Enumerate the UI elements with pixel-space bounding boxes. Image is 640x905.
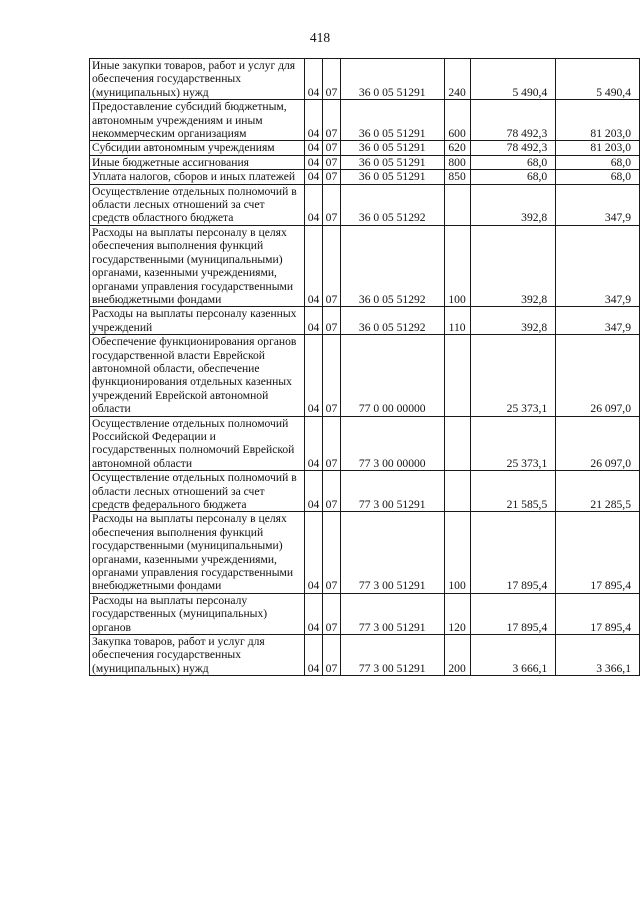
subsection-code-cell: 07 bbox=[322, 225, 340, 306]
row-name-cell: Расходы на выплаты персоналу казенных учреждений bbox=[90, 307, 305, 335]
amount-year-2-cell: 81 203,0 bbox=[556, 141, 640, 155]
section-code-cell: 04 bbox=[305, 471, 323, 512]
expense-type-cell: 200 bbox=[444, 635, 470, 676]
target-article-cell: 36 0 05 51291 bbox=[340, 155, 444, 169]
section-code-cell: 04 bbox=[305, 170, 323, 184]
target-article-cell: 36 0 05 51291 bbox=[340, 100, 444, 141]
page-number: 418 bbox=[309, 30, 331, 45]
section-code-cell: 04 bbox=[305, 184, 323, 225]
table-row bbox=[90, 307, 640, 335]
section-code-cell: 04 bbox=[305, 593, 323, 634]
row-name-cell: Расходы на выплаты персоналу государственных (муниципальных) органов bbox=[90, 593, 305, 634]
expense-type-cell bbox=[444, 184, 470, 225]
row-name-cell: Осуществление отдельных полномочий Российской Федерации и государственных полномочий Еврейской автономной области bbox=[90, 416, 305, 471]
target-article-cell: 77 0 00 00000 bbox=[340, 335, 444, 416]
target-article-cell: 77 3 00 51291 bbox=[340, 593, 444, 634]
subsection-code-cell: 07 bbox=[322, 307, 340, 335]
amount-year-2-cell: 17 895,4 bbox=[556, 593, 640, 634]
section-code-cell: 04 bbox=[305, 416, 323, 471]
row-name-cell: Обеспечение функционирования органов государственной власти Еврейской автономной области, обеспечение функционирования отдельных казенных учреждений Еврейской автономной области bbox=[90, 335, 305, 416]
section-code-cell: 04 bbox=[305, 635, 323, 676]
row-name-cell: Иные бюджетные ассигнования bbox=[90, 155, 305, 169]
amount-year-2-cell: 26 097,0 bbox=[556, 416, 640, 471]
target-article-cell: 36 0 05 51292 bbox=[340, 307, 444, 335]
subsection-code-cell: 07 bbox=[322, 416, 340, 471]
table-row bbox=[90, 141, 640, 155]
row-name-cell: Расходы на выплаты персоналу в целях обеспечения выполнения функций государственными (муниципальными) органами, казенными учреждениями, органами управления государственными внебюджетными фондами bbox=[90, 225, 305, 306]
target-article-cell: 36 0 05 51291 bbox=[340, 59, 444, 100]
budget-table bbox=[89, 58, 640, 676]
target-article-cell: 36 0 05 51291 bbox=[340, 141, 444, 155]
expense-type-cell bbox=[444, 416, 470, 471]
section-code-cell: 04 bbox=[305, 307, 323, 335]
subsection-code-cell: 07 bbox=[322, 59, 340, 100]
expense-type-cell: 620 bbox=[444, 141, 470, 155]
budget-table-body bbox=[90, 59, 640, 676]
table-row bbox=[90, 170, 640, 184]
amount-year-2-cell: 17 895,4 bbox=[556, 512, 640, 593]
target-article-cell: 77 3 00 51291 bbox=[340, 471, 444, 512]
amount-year-2-cell: 81 203,0 bbox=[556, 100, 640, 141]
row-name-cell: Уплата налогов, сборов и иных платежей bbox=[90, 170, 305, 184]
amount-year-1-cell: 5 490,4 bbox=[470, 59, 556, 100]
table-row bbox=[90, 225, 640, 306]
row-name-cell: Предоставление субсидий бюджетным, автономным учреждениям и иным некоммерческим организациям bbox=[90, 100, 305, 141]
section-code-cell: 04 bbox=[305, 225, 323, 306]
section-code-cell: 04 bbox=[305, 59, 323, 100]
expense-type-cell: 800 bbox=[444, 155, 470, 169]
amount-year-1-cell: 78 492,3 bbox=[470, 100, 556, 141]
section-code-cell: 04 bbox=[305, 155, 323, 169]
subsection-code-cell: 07 bbox=[322, 184, 340, 225]
amount-year-1-cell: 68,0 bbox=[470, 155, 556, 169]
table-row bbox=[90, 155, 640, 169]
section-code-cell: 04 bbox=[305, 512, 323, 593]
subsection-code-cell: 07 bbox=[322, 100, 340, 141]
target-article-cell: 77 3 00 00000 bbox=[340, 416, 444, 471]
row-name-cell: Закупка товаров, работ и услуг для обеспечения государственных (муниципальных) нужд bbox=[90, 635, 305, 676]
amount-year-1-cell: 3 666,1 bbox=[470, 635, 556, 676]
expense-type-cell: 850 bbox=[444, 170, 470, 184]
section-code-cell: 04 bbox=[305, 141, 323, 155]
row-name-cell: Осуществление отдельных полномочий в области лесных отношений за счет средств федерального бюджета bbox=[90, 471, 305, 512]
table-row bbox=[90, 184, 640, 225]
subsection-code-cell: 07 bbox=[322, 141, 340, 155]
expense-type-cell: 110 bbox=[444, 307, 470, 335]
expense-type-cell: 100 bbox=[444, 512, 470, 593]
table-row bbox=[90, 471, 640, 512]
table-row bbox=[90, 635, 640, 676]
subsection-code-cell: 07 bbox=[322, 471, 340, 512]
section-code-cell: 04 bbox=[305, 335, 323, 416]
subsection-code-cell: 07 bbox=[322, 635, 340, 676]
amount-year-1-cell: 25 373,1 bbox=[470, 335, 556, 416]
target-article-cell: 36 0 05 51292 bbox=[340, 184, 444, 225]
expense-type-cell bbox=[444, 335, 470, 416]
amount-year-1-cell: 392,8 bbox=[470, 184, 556, 225]
section-code-cell: 04 bbox=[305, 100, 323, 141]
subsection-code-cell: 07 bbox=[322, 155, 340, 169]
amount-year-2-cell: 21 285,5 bbox=[556, 471, 640, 512]
amount-year-2-cell: 68,0 bbox=[556, 155, 640, 169]
expense-type-cell: 240 bbox=[444, 59, 470, 100]
amount-year-2-cell: 347,9 bbox=[556, 225, 640, 306]
target-article-cell: 36 0 05 51291 bbox=[340, 170, 444, 184]
subsection-code-cell: 07 bbox=[322, 170, 340, 184]
table-row bbox=[90, 593, 640, 634]
amount-year-2-cell: 347,9 bbox=[556, 184, 640, 225]
target-article-cell: 36 0 05 51292 bbox=[340, 225, 444, 306]
amount-year-2-cell: 26 097,0 bbox=[556, 335, 640, 416]
expense-type-cell: 100 bbox=[444, 225, 470, 306]
table-row bbox=[90, 335, 640, 416]
table-row bbox=[90, 416, 640, 471]
amount-year-2-cell: 3 366,1 bbox=[556, 635, 640, 676]
amount-year-1-cell: 17 895,4 bbox=[470, 593, 556, 634]
amount-year-2-cell: 347,9 bbox=[556, 307, 640, 335]
amount-year-1-cell: 392,8 bbox=[470, 307, 556, 335]
table-row bbox=[90, 512, 640, 593]
expense-type-cell bbox=[444, 471, 470, 512]
amount-year-1-cell: 25 373,1 bbox=[470, 416, 556, 471]
amount-year-1-cell: 21 585,5 bbox=[470, 471, 556, 512]
table-row bbox=[90, 59, 640, 100]
amount-year-1-cell: 392,8 bbox=[470, 225, 556, 306]
target-article-cell: 77 3 00 51291 bbox=[340, 512, 444, 593]
amount-year-2-cell: 5 490,4 bbox=[556, 59, 640, 100]
row-name-cell: Осуществление отдельных полномочий в области лесных отношений за счет средств областного бюджета bbox=[90, 184, 305, 225]
subsection-code-cell: 07 bbox=[322, 512, 340, 593]
expense-type-cell: 600 bbox=[444, 100, 470, 141]
subsection-code-cell: 07 bbox=[322, 335, 340, 416]
amount-year-1-cell: 17 895,4 bbox=[470, 512, 556, 593]
target-article-cell: 77 3 00 51291 bbox=[340, 635, 444, 676]
table-row bbox=[90, 100, 640, 141]
amount-year-1-cell: 68,0 bbox=[470, 170, 556, 184]
row-name-cell: Расходы на выплаты персоналу в целях обеспечения выполнения функций государственными (муниципальными) органами, казенными учреждениями, органами управления государственными внебюджетными фондами bbox=[90, 512, 305, 593]
expense-type-cell: 120 bbox=[444, 593, 470, 634]
row-name-cell: Иные закупки товаров, работ и услуг для обеспечения государственных (муниципальных) нужд bbox=[90, 59, 305, 100]
row-name-cell: Субсидии автономным учреждениям bbox=[90, 141, 305, 155]
amount-year-2-cell: 68,0 bbox=[556, 170, 640, 184]
amount-year-1-cell: 78 492,3 bbox=[470, 141, 556, 155]
subsection-code-cell: 07 bbox=[322, 593, 340, 634]
